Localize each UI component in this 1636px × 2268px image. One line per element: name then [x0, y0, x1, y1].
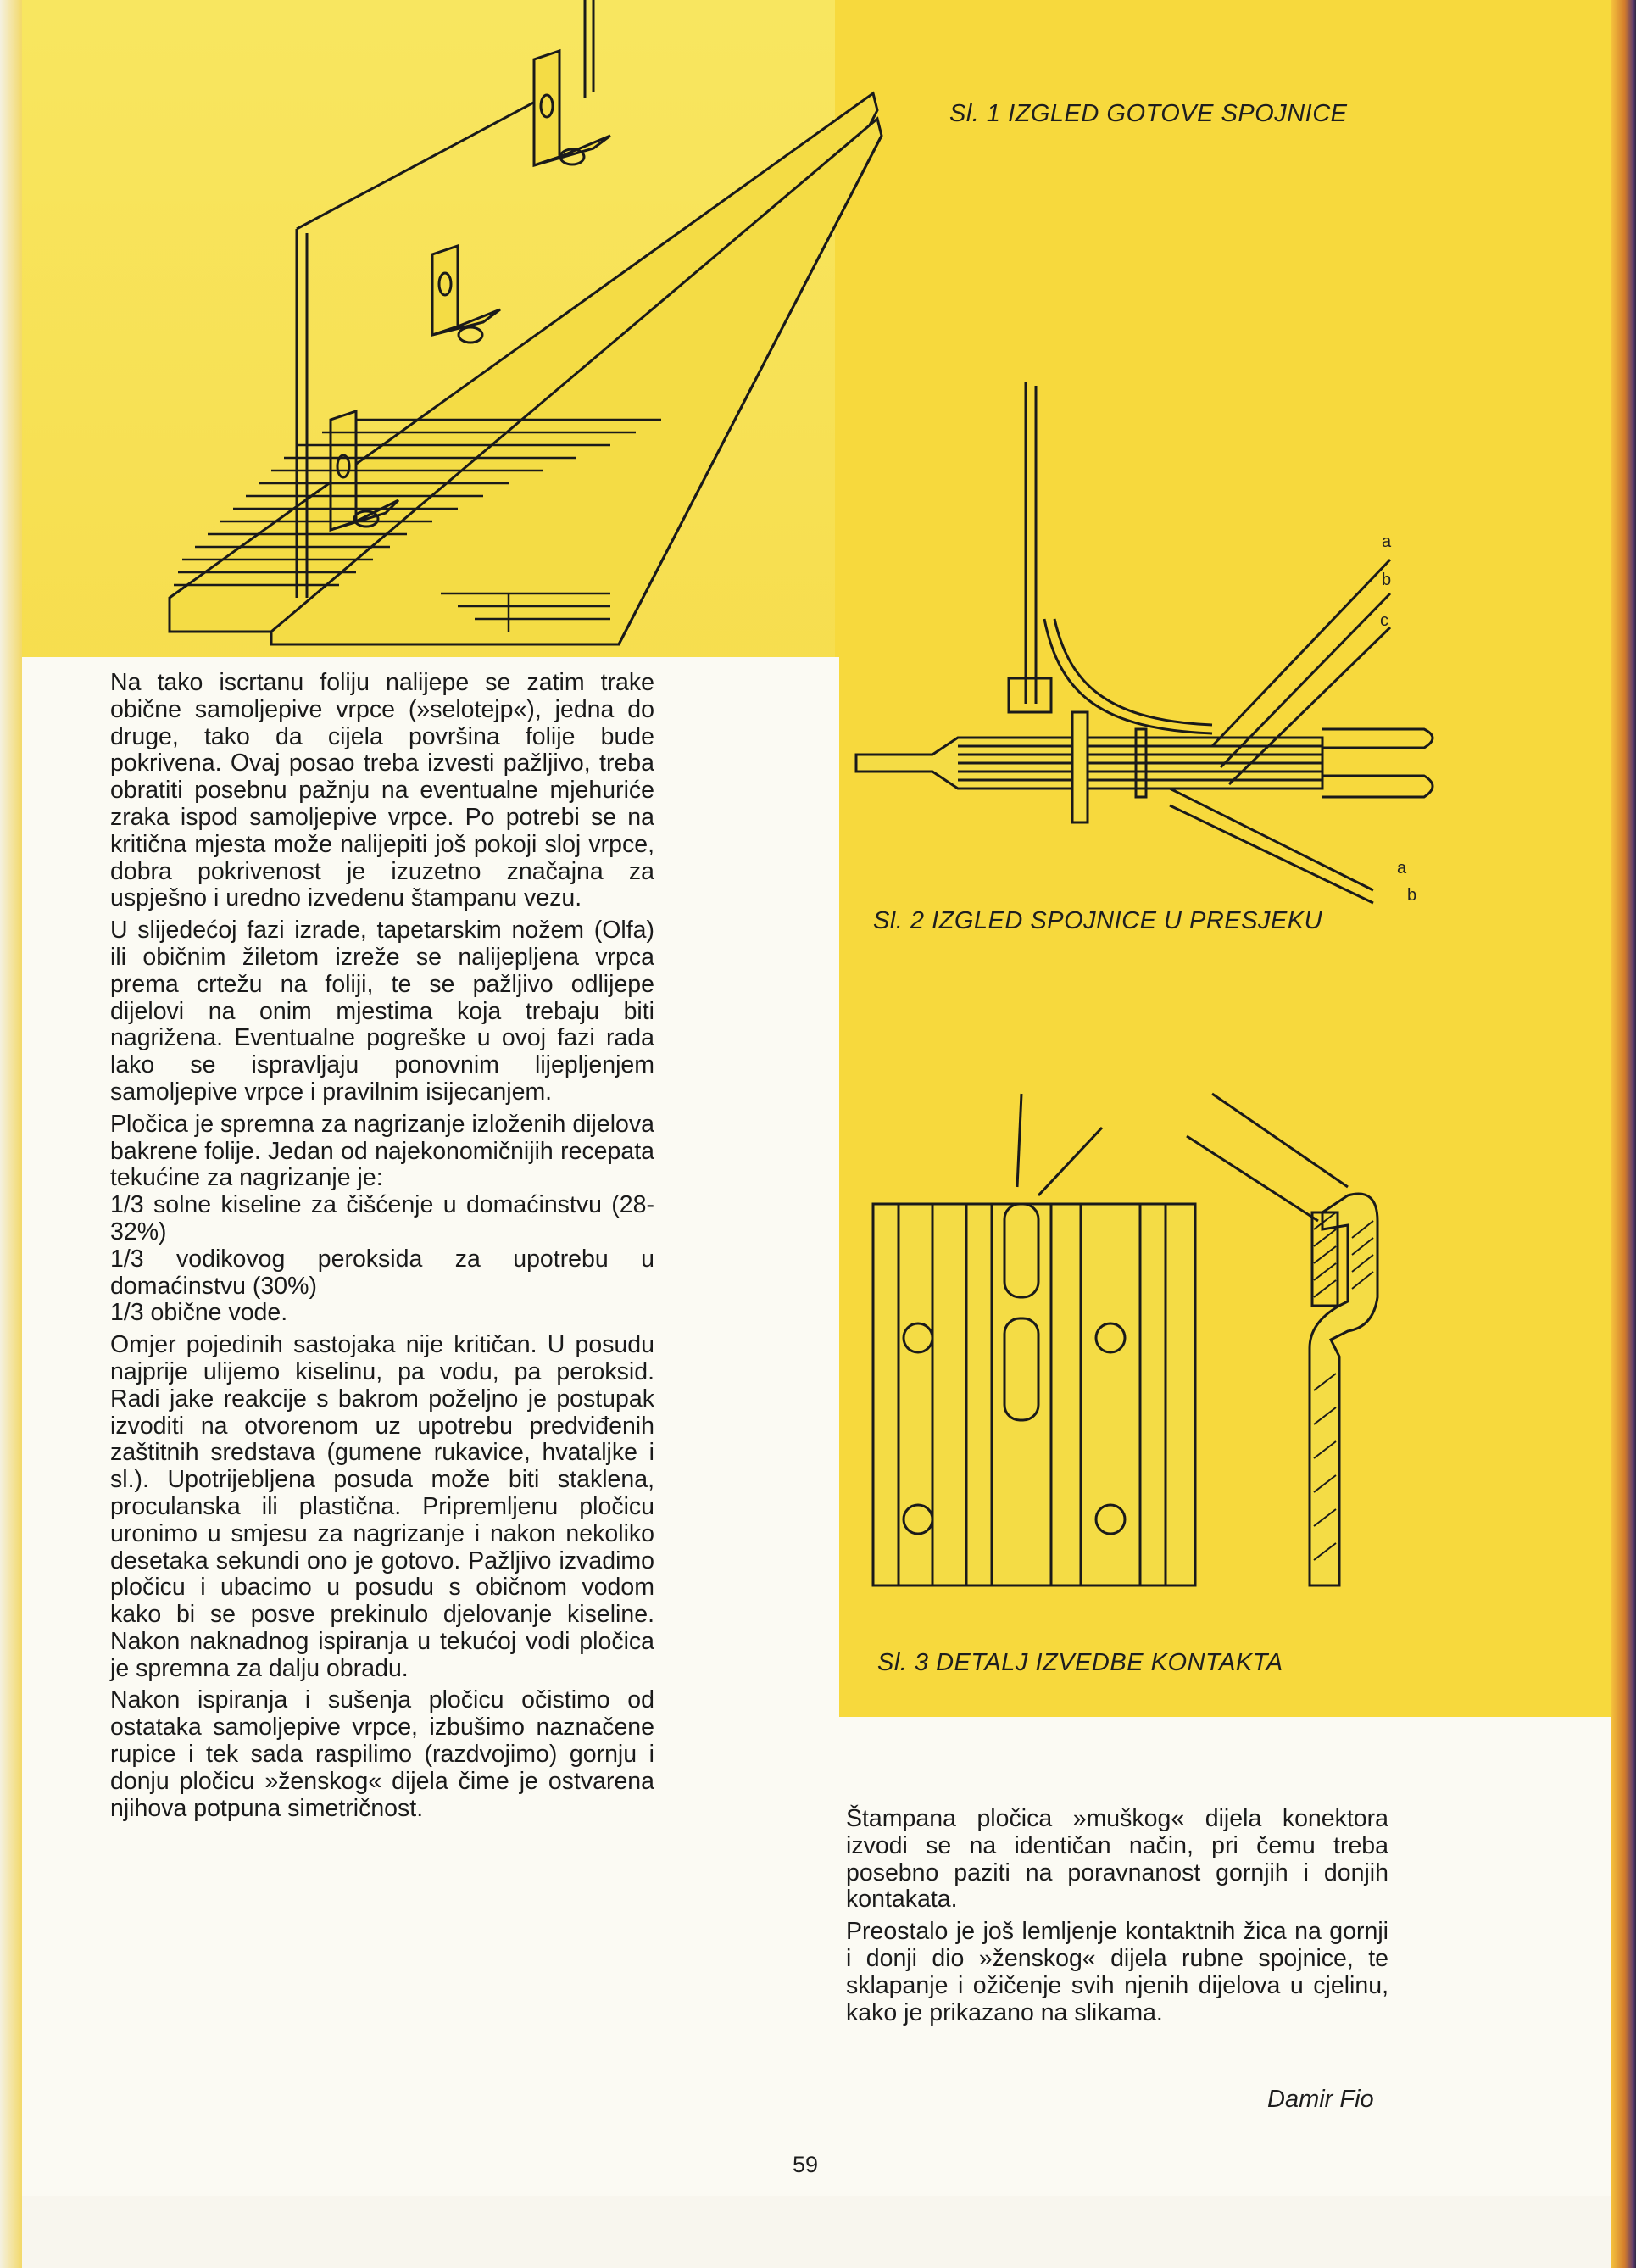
fig2-caption: Sl. 2 IZGLED SPOJNICE U PRESJEKU: [873, 907, 1323, 934]
paragraph-tape-application: Na tako iscrtanu foliju nalijepe se zatim trake obične samoljepive vrpce (»selotejp«), jedna do druge, tako da cijela površina folije bude pokrivena. Ovaj posao treba izvesti pažljivo, treba obratiti posebnu pažnju na eventualne mjehuriće zraka ispod samoljepive vrpce. Po potrebi se na kritična mjesta može nalijepiti još pokoji sloj vrpce, dobra pokrivenost je izuzetno značajna za uspješno i uredno izvedenu štampanu vezu.: [110, 669, 654, 912]
paragraph-male-part: Štampana pločica »muškog« dijela konektora izvodi se na identičan način, pri čemu treba posebno paziti na poravnanost gornjih i donjih kontakata.: [846, 1805, 1388, 1914]
recipe-line-water: 1/3 obične vode.: [110, 1299, 288, 1327]
fig2-label-a-top: a: [1382, 532, 1392, 551]
fig2-label-c: c: [1380, 611, 1388, 630]
fig3-caption: Sl. 3 DETALJ IZVEDBE KONTAKTA: [877, 1649, 1283, 1676]
recipe-line-acid: 1/3 solne kiseline za čišćenje u domaćinstvu (28-32%): [110, 1191, 654, 1245]
fig2-label-b-bottom: b: [1407, 886, 1417, 905]
recipe-line-peroxide: 1/3 vodikovog peroksida za upotrebu u domaćinstvu (30%): [110, 1245, 654, 1300]
right-text-column: [846, 1806, 1388, 2031]
fig2-label-b-top: b: [1382, 571, 1392, 589]
fig2-cross-section-drawing: [856, 382, 1433, 905]
fig1-caption: Sl. 1 IZGLED GOTOVE SPOJNICE: [949, 100, 1348, 127]
paragraph-mixing-procedure: Omjer pojedinih sastojaka nije kritičan. U posudu najprije ulijemo kiselinu, pa vodu, pa peroksid. Radi jake reakcije s bakrom poželjno je postupak izvoditi na otvorenom uz upotrebu predviđenih zaštitnih sredstava (gumene rukavice, hvataljke i sl.). Upotrijebljena posuda može biti staklena, proculanska ili plastična. Pripremljenu pločicu uronimo u smjesu za nagrizanje i nakon nekoliko desetaka sekundi ono je gotovo. Pažljivo izvadimo pločicu i ubacimo u posudu s običnom vodom kako bi se posve prekinulo djelovanje kiseline. Nakon naknadnog ispiranja u tekućoj vodi pločica je spremna za dalju obradu.: [110, 1331, 654, 1682]
paragraph-soldering-assembly: Preostalo je još lemljenje kontaktnih žica na gornji i donji dio »ženskog« dijela rubne spojnice, te sklapanje i ožičenje svih njenih dijelova u cjelinu, kako je prikazano na slikama.: [846, 1918, 1388, 2026]
page-number: 59: [793, 2152, 819, 2177]
paragraph-etching-intro: Pločica je spremna za nagrizanje izloženih dijelova bakrene folije. Jedan od najekonomičnijih recepata tekućine za nagrizanje je:: [110, 1110, 654, 1192]
left-text-column: [110, 670, 654, 1827]
fig2-label-a-bottom: a: [1397, 859, 1407, 878]
author-signature: Damir Fio: [1267, 2086, 1374, 2113]
fig1-connector-drawing: [170, 0, 882, 644]
paragraph-cutting-phase: U slijedećoj fazi izrade, tapetarskim nožem (Olfa) ili običnim žiletom izreže se nalijepljena vrpca prema crtežu na foliji, te se pažljivo odlijepe dijelovi na onim mjestima koja trebaju biti nagrižena. Eventualne pogreške u ovoj fazi rada lako se ispravljaju ponovnim lijepljenjem samoljepive vrpce i pravilnim isijecanjem.: [110, 917, 654, 1106]
fig3-contact-detail-drawing: [873, 1094, 1377, 1585]
paragraph-cleaning-drilling: Nakon ispiranja i sušenja pločicu očistimo od ostataka samoljepive vrpce, izbušimo naznačene rupice i tek sada raspilimo (razdvojimo) gornju i donju pločicu »ženskog« dijela čime je ostvarena njihova potpuna simetričnost.: [110, 1686, 654, 1822]
